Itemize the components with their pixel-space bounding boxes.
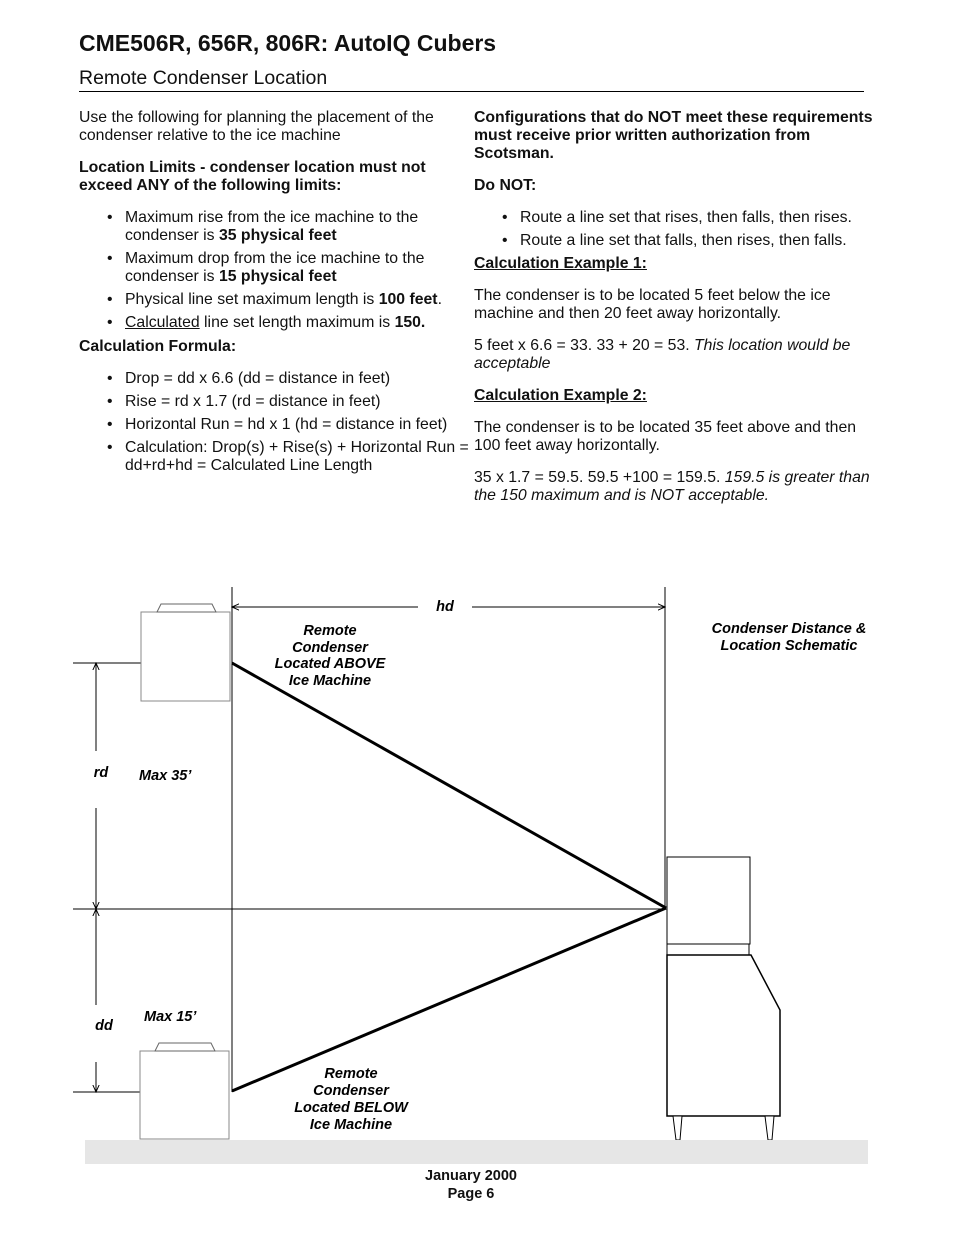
svg-text:Remote: Remote: [303, 623, 357, 639]
footer-date: January 2000: [425, 1168, 517, 1184]
line-set-below: [232, 908, 666, 1091]
svg-text:Condenser: Condenser: [292, 640, 368, 656]
formula-item: • Horizontal Run = hd x 1 (hd = distance in feet): [125, 416, 474, 434]
hd-label: hd: [436, 599, 454, 615]
do-not-heading: Do NOT:: [474, 177, 537, 194]
svg-text:Condenser: Condenser: [313, 1083, 389, 1099]
rd-label: rd: [93, 765, 109, 781]
svg-text:Location Schematic: Location Schematic: [720, 638, 858, 654]
limits-heading: Location Limits - condenser location must not exceed ANY of the following limits:: [79, 159, 426, 194]
svg-text:Ice Machine: Ice Machine: [309, 1117, 393, 1133]
svg-text:Remote: Remote: [324, 1066, 378, 1082]
example2-text: The condenser is to be located 35 feet above and then 100 feet away horizontally.: [474, 419, 857, 454]
svg-text:Located ABOVE: Located ABOVE: [274, 656, 386, 672]
formula-heading: Calculation Formula:: [79, 338, 237, 355]
below-condenser-label: [294, 1066, 409, 1133]
svg-text:Located BELOW: Located BELOW: [294, 1100, 408, 1116]
above-condenser-label: [275, 623, 387, 689]
example2-heading: Calculation Example 2:: [474, 387, 647, 404]
example1-text: The condenser is to be located 5 feet below the ice machine and then 20 feet away horizontally.: [474, 287, 831, 322]
do-not-item: • Route a line set that rises, then falls, then rises.: [520, 209, 874, 227]
footer-page-number: Page 6: [447, 1186, 495, 1202]
limit-item: • Maximum drop from the ice machine to the condenser is 15 physical feet: [125, 250, 474, 286]
limit-item: • Physical line set maximum length is 100 feet.: [125, 291, 474, 309]
formula-item: • Rise = rd x 1.7 (rd = distance in feet): [125, 393, 474, 411]
intro-text: Use the following for planning the placement of the condenser relative to the ice machine: [79, 109, 434, 144]
svg-text:Condenser Distance &: Condenser Distance &: [711, 621, 867, 637]
line-set-above: [232, 663, 666, 908]
schematic-title: [712, 621, 867, 654]
svg-text:Ice Machine: Ice Machine: [288, 673, 372, 689]
dd-label: dd: [95, 1018, 113, 1034]
max-rise-label: Max 35’: [139, 768, 192, 784]
condenser-below-icon: [140, 1043, 229, 1139]
ice-machine-icon: [667, 857, 780, 1140]
example1-calc: 5 feet x 6.6 = 33. 33 + 20 = 53. This location would be acceptable: [474, 337, 851, 372]
limit-item: • Calculated line set length maximum is 150.: [125, 314, 474, 332]
footer-bar: [85, 1140, 868, 1164]
example1-heading: Calculation Example 1:: [474, 255, 647, 272]
max-drop-label: Max 15’: [144, 1009, 197, 1025]
page-title: CME506R, 656R, 806R: AutoIQ Cubers: [79, 30, 497, 56]
formula-item: • Drop = dd x 6.6 (dd = distance in feet): [125, 370, 474, 388]
do-not-item: • Route a line set that falls, then rises, then falls.: [520, 232, 874, 250]
config-note: Configurations that do NOT meet these requirements must receive prior written authorization from Scotsman.: [474, 109, 873, 162]
section-subtitle: Remote Condenser Location: [79, 67, 328, 89]
condenser-above-icon: [141, 604, 230, 701]
formula-item: • Calculation: Drop(s) + Rise(s) + Horizontal Run = dd+rd+hd = Calculated Line Length: [125, 439, 474, 475]
limit-item: • Maximum rise from the ice machine to the condenser is 35 physical feet: [125, 209, 474, 245]
example2-calc: 35 x 1.7 = 59.5. 59.5 +100 = 159.5. 159.5 is greater than the 150 maximum and is NOT acceptable.: [474, 469, 870, 504]
